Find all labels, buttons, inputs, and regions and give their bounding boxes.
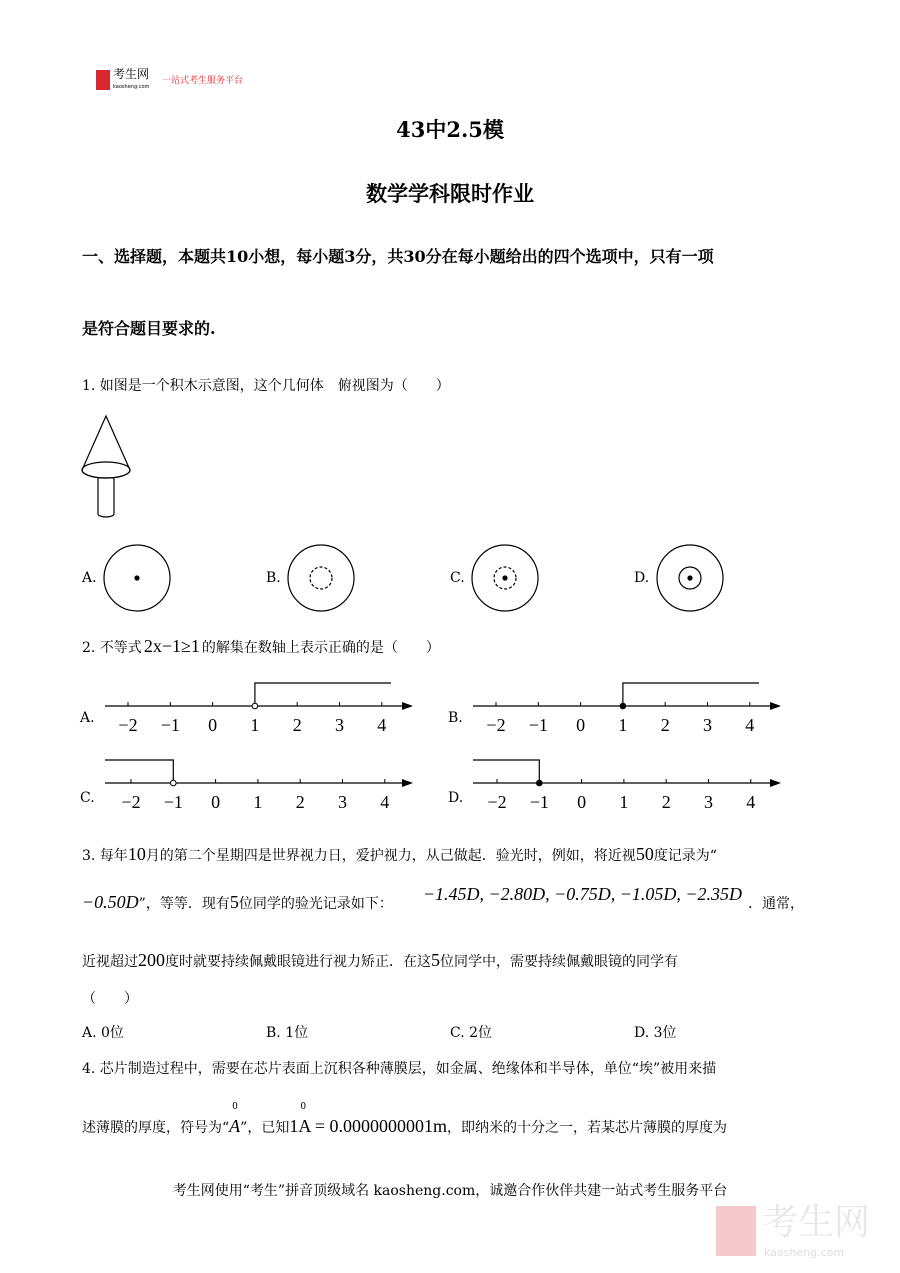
arrow-icon <box>402 779 413 787</box>
page-subtitle: 数学学科限时作业 <box>366 181 534 206</box>
q3-n5b: 5 <box>431 950 440 970</box>
q3-option-d[interactable]: D. 3位 <box>634 1025 677 1041</box>
section-heading-cont: 是符合题目要求的. <box>82 319 216 338</box>
q2-option-b[interactable]: B. <box>448 710 463 726</box>
tick-label: −2 <box>487 792 507 812</box>
angstrom-letter: A <box>229 1116 241 1136</box>
q4-line2 <box>82 1116 727 1137</box>
q2-text-pre: 2. 不等式 <box>82 640 142 656</box>
cone-block-figure <box>82 416 130 517</box>
tick-label: −1 <box>529 792 549 812</box>
q4-line1: 4. 芯片制造过程中，需要在芯片表面上沉积各种薄膜层，如金属、绝缘体和半导体，单位“埃”被用来描 <box>82 1061 717 1077</box>
q3-l3c: 位同学中，需要持续佩戴眼镜的同学有 <box>440 954 678 970</box>
angstrom-ring: 0 <box>232 1102 238 1112</box>
section-heading: 一、选择题，本题共10小想，每小题3分，共30分在每小题给出的四个选项中，只有一项 <box>82 247 714 266</box>
watermark-sub: kaosheng.com <box>764 1246 845 1259</box>
q2-text <box>82 636 440 657</box>
tick-label: 2 <box>660 715 670 735</box>
q3-l3b: 度时就要持续佩戴眼镜进行视力矫正．在这 <box>165 954 431 970</box>
solution-bracket <box>623 683 759 706</box>
q3-l1c: 度记录为“ <box>653 848 717 864</box>
closed-point <box>537 780 543 786</box>
q3-line1 <box>82 844 717 865</box>
arrow-icon <box>770 779 781 787</box>
q3-option-a[interactable]: A. 0位 <box>82 1025 124 1041</box>
q3-n50: 50 <box>635 844 654 864</box>
q3-l1b: 月的第二个星期四是世界视力日，爱护视力，从己做起．验光时，例如，将近视 <box>145 848 636 864</box>
arrow-icon <box>402 702 413 710</box>
q3-option-c[interactable]: C. 2位 <box>450 1025 493 1041</box>
tick-label: 0 <box>576 715 586 735</box>
solution-bracket <box>255 683 391 706</box>
closed-point <box>620 703 626 709</box>
open-point <box>171 780 177 786</box>
arrow-icon <box>770 702 781 710</box>
tick-label: −1 <box>528 715 548 735</box>
tick-label: −1 <box>163 792 183 812</box>
tick-label: 2 <box>295 792 305 812</box>
q4-l2c: ，即纳米的十分之一，若某芯片薄膜的厚度为 <box>447 1120 728 1136</box>
q3-paren: （ ） <box>82 991 138 1007</box>
tick-label: 3 <box>703 715 712 735</box>
tick-label: −2 <box>121 792 141 812</box>
q2-option-a[interactable]: A. <box>80 710 95 726</box>
tick-label: 0 <box>211 792 221 812</box>
tick-label: 3 <box>338 792 347 812</box>
page-title: 43中2.5模 <box>396 117 504 142</box>
q2-number-lines <box>105 683 781 812</box>
q4-l2b: ”，已知 <box>240 1120 290 1136</box>
q4-l2a: 述薄膜的厚度，符号为“ <box>82 1120 230 1136</box>
tick-label: −2 <box>118 715 138 735</box>
q1-option-a[interactable]: A. <box>82 570 97 586</box>
solution-bracket <box>473 760 539 783</box>
q4-equation: 1A = 0.0000000001m <box>289 1116 448 1136</box>
q3-n200: 200 <box>138 950 165 970</box>
q3-l1a: 3. 每年 <box>82 848 128 864</box>
q2-text-post: 的解集在数轴上表示正确的是（ ） <box>201 640 440 656</box>
q3-l2b: 位同学的验光记录如下： <box>238 896 393 912</box>
q1-option-c[interactable]: C. <box>450 570 465 586</box>
tick-label: −1 <box>160 715 180 735</box>
footer-text: 考生网使用“考生”拼音顶级域名 kaosheng.com，诚邀合作伙伴共建一站式考生服务平台 <box>172 1183 728 1199</box>
tick-label: 3 <box>335 715 344 735</box>
q3-l2a: ”，等等．现有 <box>138 896 230 912</box>
q2-option-c[interactable]: C. <box>80 790 95 806</box>
q3-records: −1.45D, −2.80D, −0.75D, −1.05D, −2.35D <box>422 884 743 904</box>
tick-label: 4 <box>377 715 387 735</box>
q3-l2c: ．通常， <box>748 896 805 912</box>
option-b-figure <box>288 545 354 611</box>
tick-label: 1 <box>250 715 260 735</box>
q2-option-d[interactable]: D. <box>448 790 464 806</box>
tick-label: 2 <box>292 715 302 735</box>
q1-option-b[interactable]: B. <box>266 570 281 586</box>
q3-line2 <box>82 884 805 913</box>
tick-label: 1 <box>253 792 263 812</box>
option-c-figure <box>472 545 538 611</box>
q3-n10: 10 <box>127 844 146 864</box>
tick-label: 4 <box>746 792 756 812</box>
tick-label: 2 <box>661 792 671 812</box>
q1-option-d[interactable]: D. <box>634 570 650 586</box>
solution-bracket <box>105 760 173 783</box>
q2-inequality: 2x−1≥1 <box>143 636 200 656</box>
q1-text: 1. 如图是一个积木示意图，这个几何体 俯视图为（ ） <box>82 378 450 394</box>
watermark-text: 考生网 <box>762 1202 871 1243</box>
q3-n5: 5 <box>229 892 239 912</box>
logo-domain: kaosheng.com <box>113 84 150 90</box>
option-a-figure <box>104 545 170 611</box>
q3-l3a: 近视超过 <box>82 954 138 970</box>
watermark-mark-icon <box>716 1206 756 1256</box>
q3-option-b[interactable]: B. 1位 <box>266 1025 309 1041</box>
tick-label: −2 <box>486 715 506 735</box>
q3-example: −0.50D <box>82 892 139 912</box>
open-point <box>252 703 258 709</box>
logo-name: 考生网 <box>113 67 150 81</box>
tick-label: 1 <box>618 715 628 735</box>
angstrom-ring-2: 0 <box>300 1102 307 1112</box>
tick-label: 3 <box>704 792 713 812</box>
tick-label: 4 <box>380 792 390 812</box>
option-d-figure <box>657 545 723 611</box>
tick-label: 1 <box>619 792 629 812</box>
tick-label: 4 <box>745 715 755 735</box>
tick-label: 0 <box>577 792 587 812</box>
q3-line3 <box>82 950 678 971</box>
header-slogan: 一站式考生服务平台 <box>162 76 244 86</box>
tick-label: 0 <box>208 715 218 735</box>
